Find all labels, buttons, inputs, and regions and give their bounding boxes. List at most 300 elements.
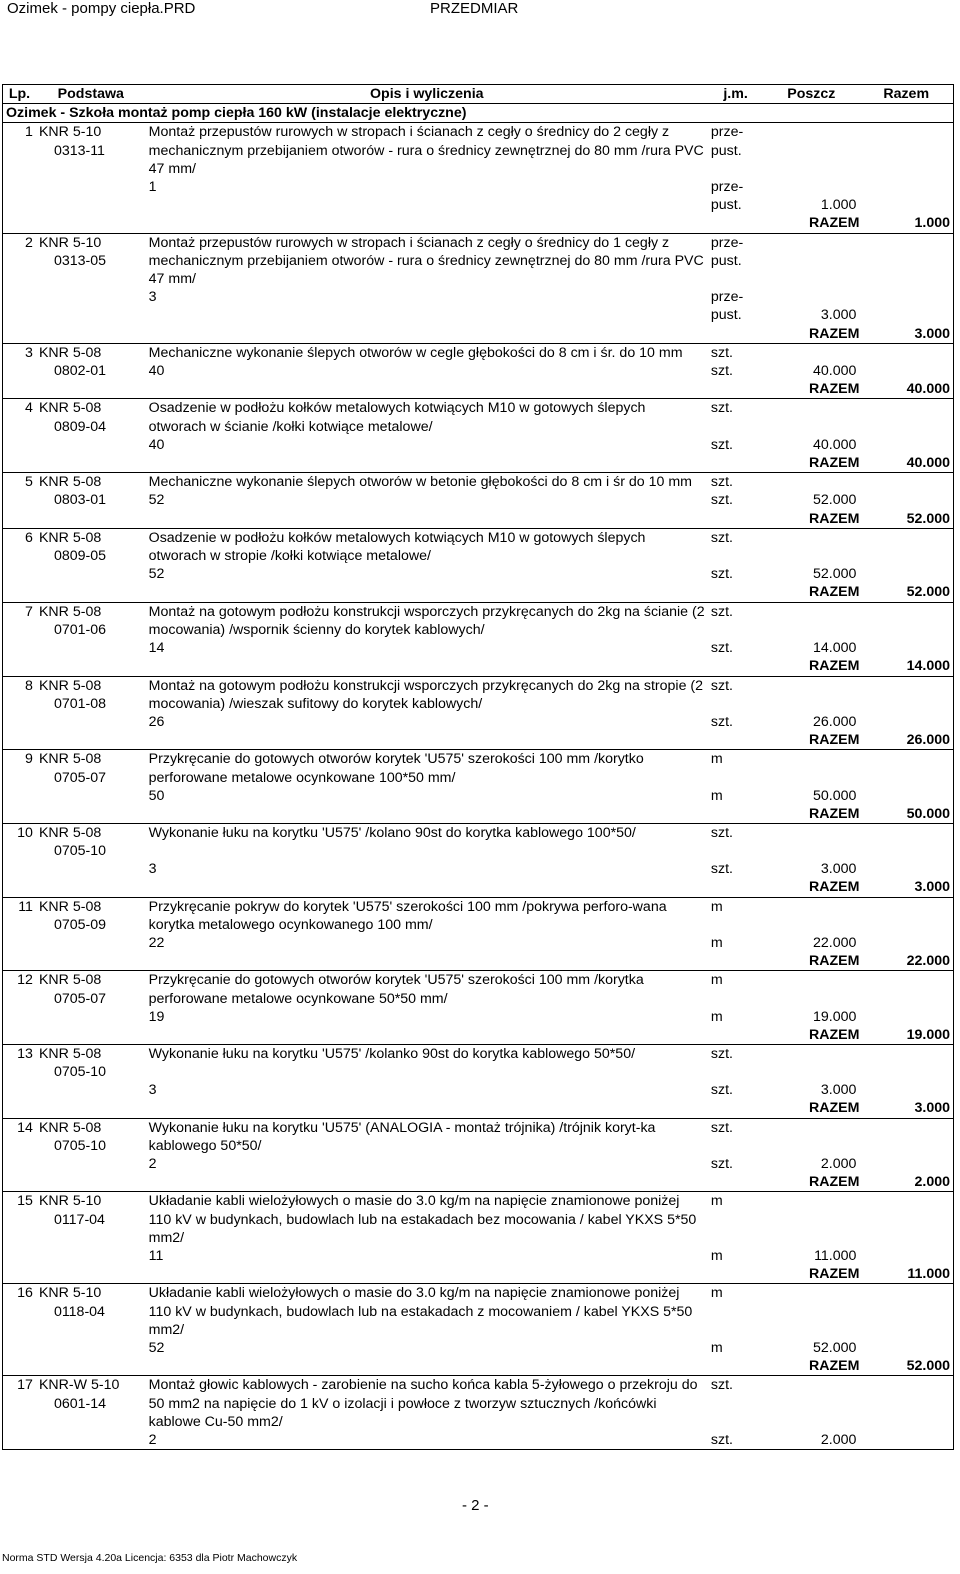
sum-row bbox=[3, 657, 954, 675]
sum-row bbox=[3, 878, 954, 896]
basis-catalog: KNR 5-08 bbox=[38, 972, 102, 989]
empty-cell bbox=[146, 454, 708, 472]
empty-cell bbox=[763, 971, 859, 1008]
basis-position: 0601-14 bbox=[53, 1395, 107, 1412]
item-unit: szt. bbox=[710, 677, 733, 694]
sum-value: 40.000 bbox=[906, 381, 950, 398]
item-description: Przykręcanie pokryw do korytek 'U575' szerokości 100 mm /pokrywa perforo-wana korytka metalowego ocynkowanego 100 mm/ bbox=[148, 898, 667, 933]
item-description: Wykonanie łuku na korytku 'U575' /kolano 90st do korytka kablowego 100*50/ bbox=[148, 825, 636, 842]
empty-cell bbox=[3, 214, 36, 232]
col-header-opis: Opis i wyliczenia bbox=[146, 85, 708, 104]
empty-cell bbox=[708, 1099, 763, 1117]
empty-cell bbox=[3, 178, 36, 214]
basis-catalog: KNR 5-08 bbox=[38, 898, 102, 915]
empty-cell bbox=[3, 1155, 36, 1173]
basis-position: 0705-07 bbox=[53, 990, 107, 1007]
item-calculation: 52 bbox=[148, 492, 165, 509]
calculation-row bbox=[3, 639, 954, 657]
empty-cell bbox=[36, 952, 146, 970]
sum-label: RAZEM bbox=[808, 732, 860, 749]
section-title: Ozimek - Szkoła montaż pomp ciepła 160 kW (instalacje elektryczne) bbox=[3, 104, 954, 123]
item-calc-unit: szt. bbox=[710, 861, 733, 878]
empty-cell bbox=[708, 325, 763, 343]
table-row bbox=[3, 971, 954, 1008]
item-calculation: 19 bbox=[148, 1008, 165, 1025]
basis-position: 0701-08 bbox=[53, 695, 107, 712]
item-unit: m bbox=[710, 751, 723, 768]
item-calculation: 50 bbox=[148, 787, 165, 804]
empty-cell bbox=[3, 288, 36, 324]
item-basis bbox=[36, 897, 146, 952]
empty-cell bbox=[859, 1376, 953, 1431]
sum-row bbox=[3, 454, 954, 472]
empty-cell bbox=[859, 971, 953, 1008]
col-header-lp: Lp. bbox=[3, 85, 36, 104]
item-number: 1 bbox=[25, 124, 33, 141]
empty-cell bbox=[36, 731, 146, 749]
item-partial-value: 2.000 bbox=[820, 1155, 857, 1172]
empty-cell bbox=[3, 454, 36, 472]
sum-value: 52.000 bbox=[906, 584, 950, 601]
empty-cell bbox=[859, 824, 953, 843]
table-row bbox=[3, 1192, 954, 1247]
item-basis bbox=[36, 676, 146, 731]
sum-value: 40.000 bbox=[906, 455, 950, 472]
basis-position: 0117-04 bbox=[53, 1211, 105, 1228]
item-basis bbox=[36, 1284, 146, 1357]
item-unit: szt. bbox=[710, 603, 733, 620]
empty-cell bbox=[708, 583, 763, 601]
empty-cell bbox=[859, 565, 953, 583]
empty-cell bbox=[3, 713, 36, 731]
sum-row bbox=[3, 214, 954, 232]
empty-cell bbox=[3, 491, 36, 509]
sum-label: RAZEM bbox=[808, 381, 860, 398]
col-header-podstawa: Podstawa bbox=[36, 85, 146, 104]
table-row bbox=[3, 1376, 954, 1431]
item-calc-unit: szt. bbox=[710, 640, 733, 657]
calculation-row bbox=[3, 1431, 954, 1449]
empty-cell bbox=[859, 787, 953, 805]
sum-row bbox=[3, 1357, 954, 1375]
item-calc-unit: m bbox=[710, 934, 723, 951]
basis-position: 0705-10 bbox=[53, 843, 107, 860]
empty-cell bbox=[36, 454, 146, 472]
basis-position: 0809-05 bbox=[53, 548, 107, 565]
item-partial-value: 40.000 bbox=[813, 363, 857, 380]
item-basis bbox=[36, 824, 146, 879]
calculation-row bbox=[3, 1247, 954, 1265]
item-unit: szt. bbox=[710, 474, 733, 491]
empty-cell bbox=[3, 1247, 36, 1265]
empty-cell bbox=[763, 123, 859, 178]
item-description: Osadzenie w podłożu kołków metalowych kotwiących M10 w gotowych ślepych otworach w ścianie /kołki kotwiące metalowe/ bbox=[148, 400, 646, 435]
item-description: Osadzenie w podłożu kołków metalowych kotwiących M10 w gotowych ślepych otworach w stropie /kołki kotwiące metalowe/ bbox=[148, 529, 646, 565]
table-row bbox=[3, 123, 954, 178]
empty-cell bbox=[763, 1045, 859, 1064]
item-calculation: 26 bbox=[148, 713, 165, 730]
item-unit: szt. bbox=[710, 1119, 733, 1136]
sum-value: 14.000 bbox=[906, 658, 950, 675]
item-calculation: 3 bbox=[148, 861, 157, 878]
empty-cell bbox=[36, 805, 146, 823]
item-partial-value: 22.000 bbox=[813, 934, 857, 951]
empty-cell bbox=[3, 1026, 36, 1044]
table-row bbox=[3, 1118, 954, 1155]
table-row bbox=[3, 473, 954, 492]
sum-label: RAZEM bbox=[808, 215, 860, 232]
basis-position: 0701-06 bbox=[53, 621, 107, 638]
empty-cell bbox=[146, 952, 708, 970]
empty-cell bbox=[146, 380, 708, 398]
item-number: 7 bbox=[25, 603, 33, 620]
empty-cell bbox=[3, 1265, 36, 1283]
item-basis bbox=[36, 971, 146, 1026]
item-partial-value: 11.000 bbox=[814, 1247, 857, 1264]
calculation-row bbox=[3, 362, 954, 380]
item-calc-unit: szt. bbox=[710, 713, 733, 730]
empty-cell bbox=[3, 805, 36, 823]
empty-cell bbox=[763, 399, 859, 436]
calculation-row bbox=[3, 934, 954, 952]
empty-cell bbox=[859, 343, 953, 362]
empty-cell bbox=[36, 214, 146, 232]
item-number: 9 bbox=[25, 751, 33, 768]
basis-catalog: KNR 5-08 bbox=[38, 751, 102, 768]
item-description: Przykręcanie do gotowych otworów korytek 'U575' szerokości 100 mm /korytko perforowane metalowe ocynkowane 100*50 mm/ bbox=[148, 751, 644, 786]
sum-label: RAZEM bbox=[808, 510, 860, 527]
basis-position: 0705-09 bbox=[53, 916, 107, 933]
empty-cell bbox=[859, 842, 953, 878]
item-description: Mechaniczne wykonanie ślepych otworów w cegle głębokości do 8 cm i śr. do 10 mm bbox=[148, 344, 683, 361]
empty-cell bbox=[3, 1099, 36, 1117]
empty-cell bbox=[708, 1173, 763, 1191]
empty-cell bbox=[763, 824, 859, 843]
sum-value: 2.000 bbox=[914, 1174, 950, 1191]
empty-cell bbox=[859, 897, 953, 934]
item-partial-value: 40.000 bbox=[813, 436, 857, 453]
empty-cell bbox=[763, 897, 859, 934]
calculation-row bbox=[3, 787, 954, 805]
item-calculation: 52 bbox=[148, 566, 165, 583]
empty-cell bbox=[146, 1099, 708, 1117]
empty-cell bbox=[763, 1284, 859, 1339]
table-row bbox=[3, 343, 954, 362]
item-calc-unit: szt. bbox=[710, 1155, 733, 1172]
calculation-row bbox=[3, 1008, 954, 1026]
item-calculation: 3 bbox=[148, 289, 157, 306]
empty-cell bbox=[3, 510, 36, 528]
calculation-row bbox=[3, 491, 954, 509]
sum-row bbox=[3, 583, 954, 601]
empty-cell bbox=[708, 1265, 763, 1283]
item-number: 11 bbox=[18, 898, 33, 915]
sum-value: 3.000 bbox=[914, 325, 950, 342]
item-calc-unit: szt. bbox=[710, 566, 733, 583]
sum-row bbox=[3, 510, 954, 528]
item-basis bbox=[36, 528, 146, 583]
item-unit: szt. bbox=[710, 529, 733, 546]
item-description: Montaż na gotowym podłożu konstrukcji wsporczych przykręcanych do 2kg na stropie (2 mocowania) /wieszak sufitowy do korytek kablowych/ bbox=[148, 677, 704, 712]
sum-row bbox=[3, 1026, 954, 1044]
item-description: Montaż przepustów rurowych w stropach i ścianach z cegły o średnicy do 2 cegły z mechanicznym przebijaniem otworów - rura o średnicy zewnętrznej do 80 mm /rura PVC 47 mm/ bbox=[148, 124, 704, 177]
empty-cell bbox=[708, 1026, 763, 1044]
basis-catalog: KNR 5-10 bbox=[38, 1285, 102, 1302]
empty-cell bbox=[859, 178, 953, 214]
item-number: 16 bbox=[17, 1285, 33, 1302]
calculation-row bbox=[3, 436, 954, 454]
calculation-row bbox=[3, 713, 954, 731]
calculation-row bbox=[3, 1155, 954, 1173]
table-row bbox=[3, 233, 954, 288]
empty-cell bbox=[859, 676, 953, 713]
basis-position: 0705-10 bbox=[53, 1137, 107, 1154]
item-partial-value: 52.000 bbox=[813, 1340, 857, 1356]
empty-cell bbox=[708, 380, 763, 398]
item-calc-unit: szt. bbox=[710, 1432, 733, 1449]
item-number: 4 bbox=[25, 400, 33, 417]
sum-value: 3.000 bbox=[914, 1100, 950, 1117]
empty-cell bbox=[36, 657, 146, 675]
empty-cell bbox=[859, 750, 953, 787]
row-separator bbox=[3, 1449, 954, 1450]
empty-cell bbox=[763, 602, 859, 639]
item-partial-value: 3.000 bbox=[820, 1082, 857, 1099]
empty-cell bbox=[859, 1063, 953, 1099]
sum-label: RAZEM bbox=[808, 1026, 860, 1043]
empty-cell bbox=[859, 1118, 953, 1155]
item-basis bbox=[36, 1192, 146, 1265]
empty-cell bbox=[763, 676, 859, 713]
item-description: Przykręcanie do gotowych otworów korytek 'U575' szerokości 100 mm /korytka perforowane metalowe ocynkowane 50*50 mm/ bbox=[148, 972, 644, 1007]
empty-cell bbox=[3, 952, 36, 970]
empty-cell bbox=[763, 1192, 859, 1247]
item-number: 17 bbox=[17, 1377, 33, 1394]
empty-cell bbox=[36, 1265, 146, 1283]
item-unit: m bbox=[710, 898, 723, 915]
calculation-row bbox=[3, 565, 954, 583]
empty-cell bbox=[3, 934, 36, 952]
basis-position: 0705-07 bbox=[53, 769, 107, 786]
empty-cell bbox=[146, 657, 708, 675]
section-row bbox=[3, 104, 954, 123]
item-partial-value: 2.000 bbox=[820, 1432, 857, 1449]
basis-catalog: KNR 5-08 bbox=[38, 825, 102, 842]
empty-cell bbox=[146, 1265, 708, 1283]
table-row bbox=[3, 528, 954, 565]
item-basis bbox=[36, 233, 146, 325]
empty-cell bbox=[859, 713, 953, 731]
sum-row bbox=[3, 1099, 954, 1117]
empty-cell bbox=[859, 1045, 953, 1064]
empty-cell bbox=[3, 380, 36, 398]
empty-cell bbox=[763, 343, 859, 362]
item-basis bbox=[36, 750, 146, 805]
empty-cell bbox=[3, 1173, 36, 1191]
item-basis bbox=[36, 343, 146, 380]
document-title: PRZEDMIAR bbox=[430, 0, 519, 17]
calculation-row bbox=[3, 1339, 954, 1357]
empty-cell bbox=[859, 233, 953, 288]
empty-cell bbox=[36, 325, 146, 343]
item-unit: prze-pust. bbox=[710, 124, 744, 159]
empty-cell bbox=[859, 473, 953, 492]
item-basis bbox=[36, 1118, 146, 1173]
sum-label: RAZEM bbox=[808, 658, 860, 675]
sum-label: RAZEM bbox=[808, 1100, 860, 1117]
basis-catalog: KNR 5-08 bbox=[38, 400, 102, 417]
empty-cell bbox=[3, 583, 36, 601]
item-calculation: 3 bbox=[148, 1082, 157, 1099]
empty-cell bbox=[3, 731, 36, 749]
item-description: Układanie kabli wielożyłowych o masie do 3.0 kg/m na napięcie znamionowe poniżej 110 kV w budynkach, budowlach lub na estakadach z mocowaniem / kabel YKXS 5*50 mm2/ bbox=[148, 1285, 693, 1338]
empty-cell bbox=[708, 731, 763, 749]
table-header-row bbox=[3, 85, 954, 104]
calculation-row bbox=[3, 1063, 954, 1099]
basis-catalog: KNR 5-08 bbox=[38, 603, 102, 620]
empty-cell bbox=[763, 473, 859, 492]
item-number: 10 bbox=[17, 825, 33, 842]
empty-cell bbox=[3, 1339, 36, 1357]
col-header-razem: Razem bbox=[859, 85, 953, 104]
item-calc-unit: szt. bbox=[710, 492, 733, 509]
empty-cell bbox=[36, 380, 146, 398]
basis-catalog: KNR 5-08 bbox=[38, 1119, 102, 1136]
empty-cell bbox=[859, 436, 953, 454]
item-unit: szt. bbox=[710, 1046, 733, 1063]
basis-position: 0705-10 bbox=[53, 1064, 107, 1081]
item-unit: szt. bbox=[710, 825, 733, 842]
item-unit: prze-pust. bbox=[710, 234, 744, 269]
sum-row bbox=[3, 380, 954, 398]
item-partial-value: 52.000 bbox=[813, 492, 857, 509]
empty-cell bbox=[3, 1063, 36, 1099]
sum-label: RAZEM bbox=[808, 805, 860, 822]
basis-position: 0803-01 bbox=[53, 492, 107, 509]
basis-position: 0809-04 bbox=[53, 418, 107, 435]
empty-cell bbox=[708, 952, 763, 970]
item-partial-value: 26.000 bbox=[813, 713, 857, 730]
empty-cell bbox=[859, 1008, 953, 1026]
item-basis bbox=[36, 602, 146, 657]
item-number: 2 bbox=[25, 234, 33, 251]
empty-cell bbox=[3, 325, 36, 343]
empty-cell bbox=[146, 1357, 708, 1375]
item-basis bbox=[36, 399, 146, 454]
table-row bbox=[3, 399, 954, 436]
basis-catalog: KNR 5-10 bbox=[38, 124, 102, 141]
table-row bbox=[3, 676, 954, 713]
empty-cell bbox=[763, 1376, 859, 1431]
empty-cell bbox=[3, 1008, 36, 1026]
item-calc-unit: prze-pust. bbox=[710, 179, 744, 214]
item-unit: szt. bbox=[710, 400, 733, 417]
basis-position: 0313-05 bbox=[53, 252, 107, 269]
empty-cell bbox=[859, 491, 953, 509]
basis-position: 0802-01 bbox=[53, 363, 107, 380]
sum-value: 11.000 bbox=[907, 1266, 950, 1283]
item-unit: szt. bbox=[710, 1377, 733, 1394]
item-calculation: 52 bbox=[148, 1340, 165, 1356]
item-partial-value: 3.000 bbox=[820, 861, 857, 878]
item-calc-unit: m bbox=[710, 1247, 723, 1264]
item-basis bbox=[36, 1045, 146, 1100]
item-number: 14 bbox=[17, 1119, 33, 1136]
item-unit: m bbox=[710, 1193, 723, 1210]
calculation-row bbox=[3, 178, 954, 214]
empty-cell bbox=[3, 787, 36, 805]
empty-cell bbox=[3, 657, 36, 675]
empty-cell bbox=[708, 454, 763, 472]
empty-cell bbox=[146, 878, 708, 896]
empty-cell bbox=[763, 233, 859, 288]
item-description: Montaż głowic kablowych - zarobienie na sucho końca kabla 5-żyłowego o przekroju do 50 mm2 na napięcie do 1 kV o izolacji i powłoce z tworzyw sztucznych /końcówki kablowe Cu-50 mm2/ bbox=[148, 1377, 698, 1430]
item-calc-unit: szt. bbox=[710, 363, 733, 380]
item-basis bbox=[36, 1376, 146, 1449]
empty-cell bbox=[3, 842, 36, 878]
basis-catalog: KNR 5-08 bbox=[38, 529, 102, 546]
empty-cell bbox=[146, 805, 708, 823]
table-row bbox=[3, 1045, 954, 1064]
empty-cell bbox=[708, 214, 763, 232]
item-partial-value: 3.000 bbox=[820, 307, 857, 324]
item-description: Mechaniczne wykonanie ślepych otworów w betonie głębokości do 8 cm i śr do 10 mm bbox=[148, 474, 692, 491]
basis-catalog: KNR 5-08 bbox=[38, 474, 102, 491]
sum-value: 52.000 bbox=[906, 510, 950, 527]
sum-row bbox=[3, 731, 954, 749]
item-number: 15 bbox=[17, 1193, 33, 1210]
empty-cell bbox=[708, 657, 763, 675]
sum-label: RAZEM bbox=[808, 325, 860, 342]
item-calculation: 14 bbox=[148, 640, 165, 657]
sum-row bbox=[3, 1265, 954, 1283]
sum-label: RAZEM bbox=[808, 1174, 860, 1191]
empty-cell bbox=[36, 583, 146, 601]
empty-cell bbox=[859, 1339, 953, 1357]
item-calculation: 2 bbox=[148, 1155, 157, 1172]
empty-cell bbox=[708, 510, 763, 528]
table-row bbox=[3, 824, 954, 843]
separator-line bbox=[3, 1449, 954, 1450]
empty-cell bbox=[146, 214, 708, 232]
item-partial-value: 14.000 bbox=[813, 640, 857, 657]
document-filename: Ozimek - pompy ciepła.PRD bbox=[7, 0, 196, 17]
sum-value: 1.000 bbox=[914, 215, 950, 232]
item-description: Układanie kabli wielożyłowych o masie do 3.0 kg/m na napięcie znamionowe poniżej 110 kV w budynkach, budowlach lub na estakadach bez mocowania / kabel YKXS 5*50 mm2/ bbox=[148, 1193, 697, 1246]
empty-cell bbox=[859, 934, 953, 952]
basis-catalog: KNR 5-08 bbox=[38, 344, 102, 361]
basis-catalog: KNR-W 5-10 bbox=[38, 1377, 120, 1394]
page-number: - 2 - bbox=[462, 1497, 489, 1514]
empty-cell bbox=[36, 1026, 146, 1044]
empty-cell bbox=[708, 878, 763, 896]
empty-cell bbox=[859, 1247, 953, 1265]
table-row bbox=[3, 750, 954, 787]
empty-cell bbox=[3, 436, 36, 454]
item-calc-unit: m bbox=[710, 787, 723, 804]
empty-cell bbox=[859, 1284, 953, 1339]
basis-position: 0313-11 bbox=[53, 142, 105, 159]
sum-row bbox=[3, 805, 954, 823]
item-number: 6 bbox=[25, 529, 33, 546]
item-unit: m bbox=[710, 1285, 723, 1302]
sum-value: 19.000 bbox=[906, 1026, 950, 1043]
sum-row bbox=[3, 952, 954, 970]
item-number: 5 bbox=[25, 474, 33, 491]
item-calc-unit: prze-pust. bbox=[710, 289, 744, 324]
empty-cell bbox=[146, 1026, 708, 1044]
item-calculation: 11 bbox=[148, 1247, 164, 1264]
